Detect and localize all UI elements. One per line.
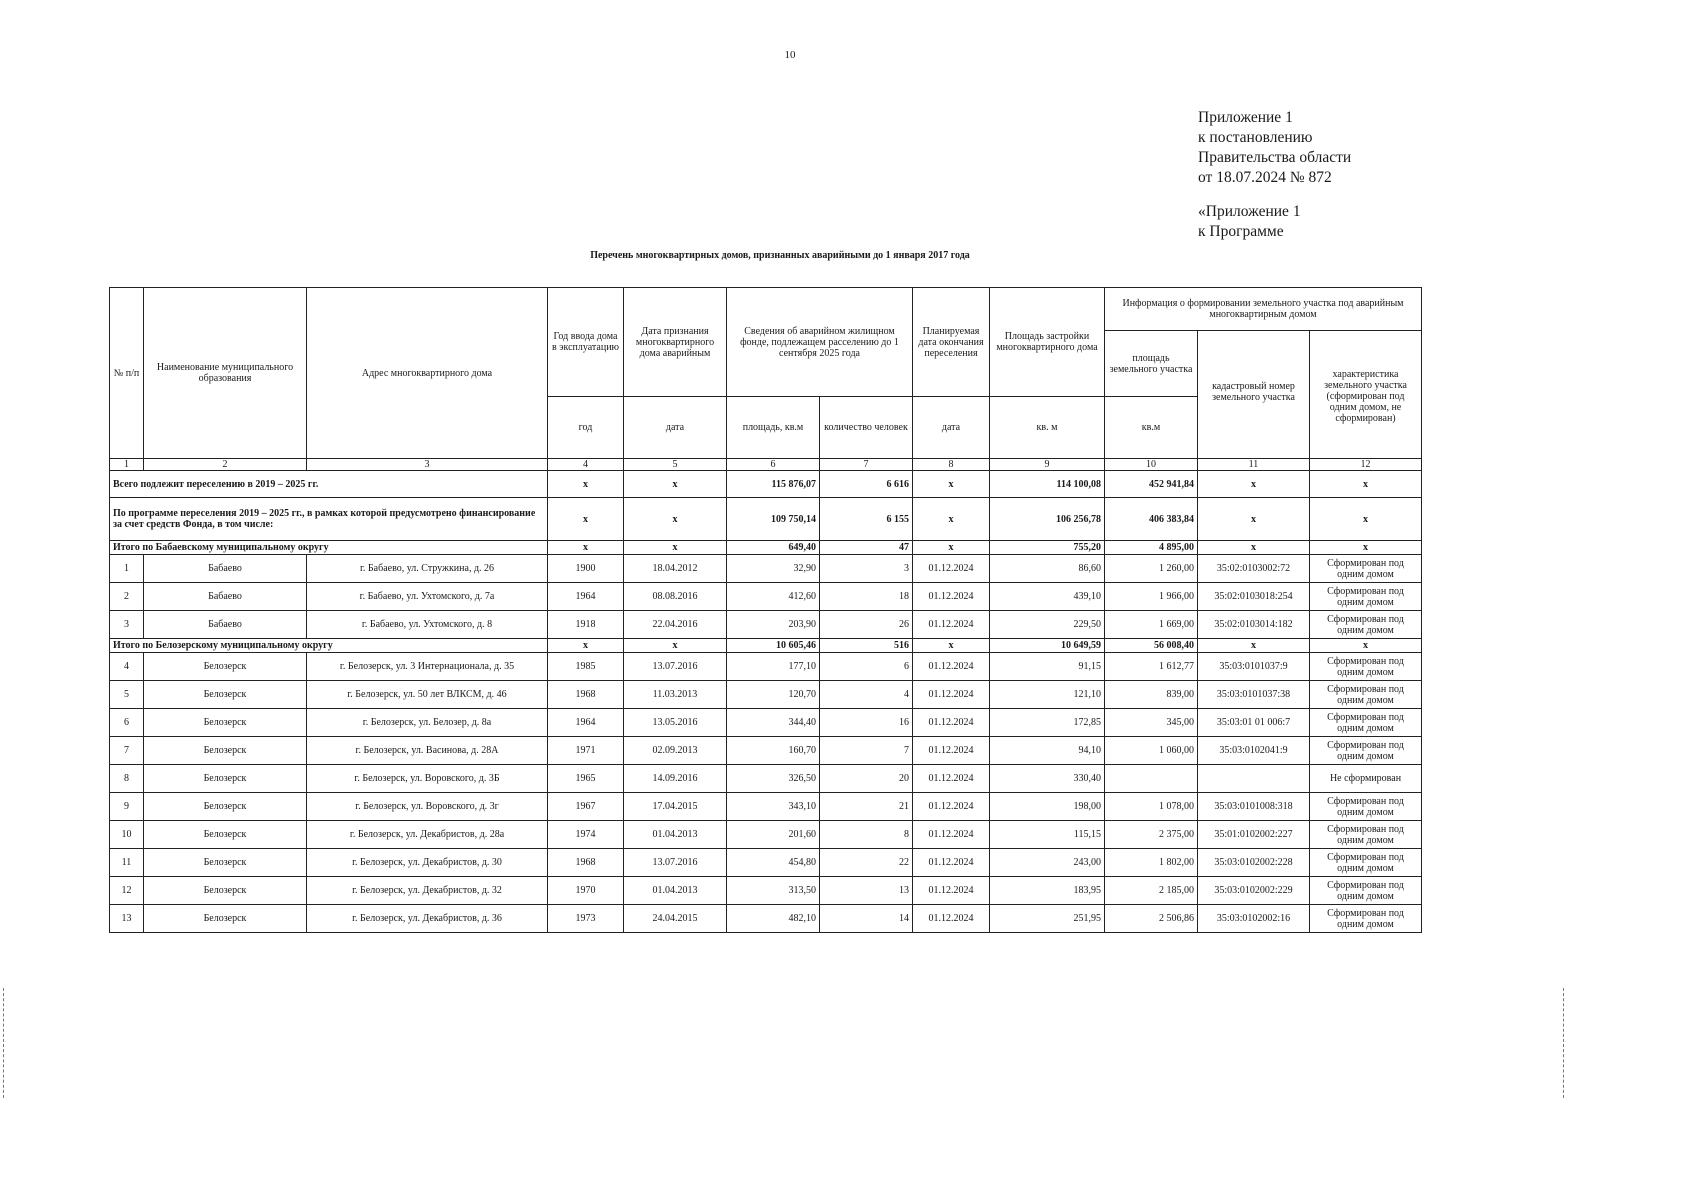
address-cell: г. Белозерск, ул. 50 лет ВЛКСМ, д. 46 (307, 681, 548, 709)
year-cell: 1964 (548, 583, 624, 611)
page-edge-mark (1563, 988, 1566, 1098)
year-cell: 1974 (548, 821, 624, 849)
col-number: 11 (1198, 459, 1310, 471)
header-address: Адрес многоквартирного дома (307, 288, 548, 459)
cadastral-cell: 35:03:0102002:16 (1198, 905, 1310, 933)
group-cell: 10 649,59 (990, 639, 1105, 653)
cadastral-cell: 35:01:0102002:227 (1198, 821, 1310, 849)
table-row (110, 849, 1422, 877)
table-row (110, 611, 1422, 639)
table-row (110, 793, 1422, 821)
characteristic-cell: Сформирован под одним домом (1310, 555, 1422, 583)
date-cell: 22.04.2016 (624, 611, 727, 639)
area-cell: 344,40 (727, 709, 820, 737)
year-cell: 1968 (548, 681, 624, 709)
date-cell: 13.07.2016 (624, 653, 727, 681)
year-cell: 1965 (548, 765, 624, 793)
address-cell: г. Белозерск, ул. 3 Интернационала, д. 35 (307, 653, 548, 681)
table-row (110, 765, 1422, 793)
row-number: 8 (110, 765, 144, 793)
page-number: 10 (784, 49, 796, 61)
address-cell: г. Белозерск, ул. Белозер, д. 8а (307, 709, 548, 737)
header-unit-sqm: кв. м (990, 397, 1105, 459)
header-building-area: Площадь застройки многоквартирного дома (990, 288, 1105, 397)
header-year-built: Год ввода дома в эксплуатацию (548, 288, 624, 397)
municipality-cell: Белозерск (144, 877, 307, 905)
program-line: «Приложение 1 (1198, 203, 1301, 220)
year-cell: 1964 (548, 709, 624, 737)
col-number: 12 (1310, 459, 1422, 471)
address-cell: г. Белозерск, ул. Декабристов, д. 30 (307, 849, 548, 877)
group-cell: х (548, 541, 624, 555)
cell: х (913, 498, 990, 541)
appendix-block (1198, 108, 1351, 242)
cell: 452 941,84 (1105, 471, 1198, 498)
row-number: 1 (110, 555, 144, 583)
municipality-cell: Белозерск (144, 765, 307, 793)
appendix-line: Правительства области (1198, 149, 1352, 166)
land-area-cell: 1 966,00 (1105, 583, 1198, 611)
date-cell: 13.05.2016 (624, 709, 727, 737)
group-cell: х (1310, 541, 1422, 555)
characteristic-cell: Не сформирован (1310, 765, 1422, 793)
building-area-cell: 439,10 (990, 583, 1105, 611)
year-cell: 1918 (548, 611, 624, 639)
end-date-cell: 01.12.2024 (913, 849, 990, 877)
row-number: 10 (110, 821, 144, 849)
date-cell: 14.09.2016 (624, 765, 727, 793)
characteristic-cell: Сформирован под одним домом (1310, 709, 1422, 737)
year-cell: 1985 (548, 653, 624, 681)
land-area-cell: 1 260,00 (1105, 555, 1198, 583)
area-cell: 201,60 (727, 821, 820, 849)
row-number: 2 (110, 583, 144, 611)
land-area-cell: 1 612,77 (1105, 653, 1198, 681)
date-cell: 01.04.2013 (624, 877, 727, 905)
address-cell: г. Бабаево, ул. Ухтомского, д. 7а (307, 583, 548, 611)
col-number: 6 (727, 459, 820, 471)
header-municipality: Наименование муниципального образования (144, 288, 307, 459)
group-cell: х (1198, 541, 1310, 555)
header-num: № п/п (110, 288, 144, 459)
cell: х (624, 498, 727, 541)
building-area-cell: 172,85 (990, 709, 1105, 737)
people-cell: 21 (820, 793, 913, 821)
header-characteristic: характеристика земельного участка (сформирован под одним домом, не сформирован) (1310, 331, 1422, 459)
area-cell: 120,70 (727, 681, 820, 709)
total-row (110, 471, 1422, 498)
land-area-cell: 1 060,00 (1105, 737, 1198, 765)
cadastral-cell: 35:02:0103002:72 (1198, 555, 1310, 583)
header-unit-date2: дата (913, 397, 990, 459)
cadastral-cell: 35:02:0103014:182 (1198, 611, 1310, 639)
municipality-cell: Белозерск (144, 653, 307, 681)
date-cell: 11.03.2013 (624, 681, 727, 709)
address-cell: г. Белозерск, ул. Воровского, д. 3г (307, 793, 548, 821)
municipality-cell: Белозерск (144, 709, 307, 737)
group-cell: х (913, 541, 990, 555)
col-number: 4 (548, 459, 624, 471)
table-row (110, 877, 1422, 905)
land-area-cell: 2 375,00 (1105, 821, 1198, 849)
building-area-cell: 115,15 (990, 821, 1105, 849)
building-area-cell: 229,50 (990, 611, 1105, 639)
group-cell: х (624, 639, 727, 653)
date-cell: 24.04.2015 (624, 905, 727, 933)
cadastral-cell (1198, 765, 1310, 793)
end-date-cell: 01.12.2024 (913, 653, 990, 681)
table-body (110, 541, 1422, 933)
area-cell: 326,50 (727, 765, 820, 793)
land-area-cell: 2 506,86 (1105, 905, 1198, 933)
row-number: 13 (110, 905, 144, 933)
area-cell: 454,80 (727, 849, 820, 877)
cadastral-cell: 35:03:0101037:9 (1198, 653, 1310, 681)
end-date-cell: 01.12.2024 (913, 905, 990, 933)
cadastral-cell: 35:03:0102041:9 (1198, 737, 1310, 765)
col-number: 10 (1105, 459, 1198, 471)
cell: 109 750,14 (727, 498, 820, 541)
cell: 6 616 (820, 471, 913, 498)
people-cell: 7 (820, 737, 913, 765)
people-cell: 16 (820, 709, 913, 737)
end-date-cell: 01.12.2024 (913, 681, 990, 709)
header-unit-date: дата (624, 397, 727, 459)
col-number: 1 (110, 459, 144, 471)
characteristic-cell: Сформирован под одним домом (1310, 737, 1422, 765)
col-number: 9 (990, 459, 1105, 471)
cadastral-cell: 35:03:0101008:318 (1198, 793, 1310, 821)
area-cell: 177,10 (727, 653, 820, 681)
building-area-cell: 330,40 (990, 765, 1105, 793)
program-line: к Программе (1198, 223, 1284, 240)
cell: х (548, 498, 624, 541)
table-row (110, 583, 1422, 611)
address-cell: г. Бабаево, ул. Стружкина, д. 26 (307, 555, 548, 583)
area-cell: 412,60 (727, 583, 820, 611)
group-cell: 755,20 (990, 541, 1105, 555)
characteristic-cell: Сформирован под одним домом (1310, 583, 1422, 611)
header-cadastral: кадастровый номер земельного участка (1198, 331, 1310, 459)
building-area-cell: 251,95 (990, 905, 1105, 933)
year-cell: 1973 (548, 905, 624, 933)
year-cell: 1970 (548, 877, 624, 905)
municipality-cell: Бабаево (144, 555, 307, 583)
fund-label: По программе переселения 2019 – 2025 гг., в рамках которой предусмотрено финансирование за счет средств Фонда, в том числе: (110, 498, 548, 541)
characteristic-cell: Сформирован под одним домом (1310, 793, 1422, 821)
address-cell: г. Белозерск, ул. Воровского, д. 3Б (307, 765, 548, 793)
row-number: 6 (110, 709, 144, 737)
date-cell: 01.04.2013 (624, 821, 727, 849)
year-cell: 1968 (548, 849, 624, 877)
table-row (110, 737, 1422, 765)
housing-table (109, 287, 1422, 933)
address-cell: г. Бабаево, ул. Ухтомского, д. 8 (307, 611, 548, 639)
municipality-cell: Белозерск (144, 849, 307, 877)
address-cell: г. Белозерск, ул. Васинова, д. 28А (307, 737, 548, 765)
fund-row (110, 498, 1422, 541)
col-number: 7 (820, 459, 913, 471)
people-cell: 8 (820, 821, 913, 849)
area-cell: 203,90 (727, 611, 820, 639)
group-cell: х (1198, 639, 1310, 653)
building-area-cell: 243,00 (990, 849, 1105, 877)
municipality-cell: Белозерск (144, 793, 307, 821)
row-number: 5 (110, 681, 144, 709)
building-area-cell: 198,00 (990, 793, 1105, 821)
appendix-line: от 18.07.2024 № 872 (1198, 169, 1332, 186)
group-total-row (110, 541, 1422, 555)
characteristic-cell: Сформирован под одним домом (1310, 611, 1422, 639)
building-area-cell: 183,95 (990, 877, 1105, 905)
date-cell: 08.08.2016 (624, 583, 727, 611)
row-number: 9 (110, 793, 144, 821)
header-unit-area: площадь, кв.м (727, 397, 820, 459)
land-area-cell: 1 078,00 (1105, 793, 1198, 821)
address-cell: г. Белозерск, ул. Декабристов, д. 32 (307, 877, 548, 905)
date-cell: 02.09.2013 (624, 737, 727, 765)
area-cell: 343,10 (727, 793, 820, 821)
address-cell: г. Белозерск, ул. Декабристов, д. 36 (307, 905, 548, 933)
header-date-recognized: Дата признания многоквартирного дома аварийным (624, 288, 727, 397)
group-cell: 516 (820, 639, 913, 653)
cadastral-cell: 35:03:01 01 006:7 (1198, 709, 1310, 737)
group-cell: 56 008,40 (1105, 639, 1198, 653)
end-date-cell: 01.12.2024 (913, 793, 990, 821)
characteristic-cell: Сформирован под одним домом (1310, 905, 1422, 933)
cell: х (1310, 498, 1422, 541)
cell: 6 155 (820, 498, 913, 541)
area-cell: 313,50 (727, 877, 820, 905)
end-date-cell: 01.12.2024 (913, 611, 990, 639)
municipality-cell: Белозерск (144, 737, 307, 765)
row-number: 4 (110, 653, 144, 681)
header-land-info: Информация о формировании земельного участка под аварийным многоквартирным домом (1105, 288, 1422, 331)
table-row (110, 653, 1422, 681)
cell: х (913, 471, 990, 498)
date-cell: 13.07.2016 (624, 849, 727, 877)
end-date-cell: 01.12.2024 (913, 877, 990, 905)
people-cell: 4 (820, 681, 913, 709)
cadastral-cell: 35:03:0102002:229 (1198, 877, 1310, 905)
date-cell: 17.04.2015 (624, 793, 727, 821)
table-row (110, 681, 1422, 709)
year-cell: 1967 (548, 793, 624, 821)
cell: 406 383,84 (1105, 498, 1198, 541)
building-area-cell: 94,10 (990, 737, 1105, 765)
total-label: Всего подлежит переселению в 2019 – 2025 гг. (110, 471, 548, 498)
area-cell: 32,90 (727, 555, 820, 583)
appendix-line: Приложение 1 (1198, 109, 1293, 126)
page-edge-mark (3, 988, 6, 1098)
characteristic-cell: Сформирован под одним домом (1310, 821, 1422, 849)
characteristic-cell: Сформирован под одним домом (1310, 653, 1422, 681)
people-cell: 20 (820, 765, 913, 793)
group-total-row (110, 639, 1422, 653)
people-cell: 13 (820, 877, 913, 905)
group-cell: 10 605,46 (727, 639, 820, 653)
end-date-cell: 01.12.2024 (913, 737, 990, 765)
header-unit-sqm2: кв.м (1105, 397, 1198, 459)
building-area-cell: 86,60 (990, 555, 1105, 583)
cell: х (1310, 471, 1422, 498)
land-area-cell: 1 669,00 (1105, 611, 1198, 639)
end-date-cell: 01.12.2024 (913, 709, 990, 737)
people-cell: 14 (820, 905, 913, 933)
area-cell: 482,10 (727, 905, 820, 933)
building-area-cell: 91,15 (990, 653, 1105, 681)
group-cell: х (548, 639, 624, 653)
area-cell: 160,70 (727, 737, 820, 765)
municipality-cell: Белозерск (144, 821, 307, 849)
col-number: 5 (624, 459, 727, 471)
people-cell: 22 (820, 849, 913, 877)
characteristic-cell: Сформирован под одним домом (1310, 849, 1422, 877)
building-area-cell: 121,10 (990, 681, 1105, 709)
cell: х (548, 471, 624, 498)
row-number: 12 (110, 877, 144, 905)
cell: 114 100,08 (990, 471, 1105, 498)
municipality-cell: Белозерск (144, 681, 307, 709)
cadastral-cell: 35:03:0101037:38 (1198, 681, 1310, 709)
row-number: 7 (110, 737, 144, 765)
group-cell: 649,40 (727, 541, 820, 555)
people-cell: 26 (820, 611, 913, 639)
land-area-cell: 1 802,00 (1105, 849, 1198, 877)
header-land-area: площадь земельного участка (1105, 331, 1198, 397)
cadastral-cell: 35:02:0103018:254 (1198, 583, 1310, 611)
address-cell: г. Белозерск, ул. Декабристов, д. 28а (307, 821, 548, 849)
end-date-cell: 01.12.2024 (913, 583, 990, 611)
characteristic-cell: Сформирован под одним домом (1310, 877, 1422, 905)
cell: х (624, 471, 727, 498)
people-cell: 3 (820, 555, 913, 583)
year-cell: 1900 (548, 555, 624, 583)
group-label: Итого по Бабаевскому муниципальному округу (110, 541, 548, 555)
land-area-cell: 2 185,00 (1105, 877, 1198, 905)
end-date-cell: 01.12.2024 (913, 765, 990, 793)
row-number: 11 (110, 849, 144, 877)
col-number: 3 (307, 459, 548, 471)
header-unit-people: количество человек (820, 397, 913, 459)
people-cell: 6 (820, 653, 913, 681)
cell: х (1198, 498, 1310, 541)
document-title: Перечень многоквартирных домов, признанных аварийными до 1 января 2017 года (590, 250, 970, 261)
group-label: Итого по Белозерскому муниципальному округу (110, 639, 548, 653)
header-housing-info: Сведения об аварийном жилищном фонде, подлежащем расселению до 1 сентября 2025 года (727, 288, 913, 397)
date-cell: 18.04.2012 (624, 555, 727, 583)
end-date-cell: 01.12.2024 (913, 821, 990, 849)
characteristic-cell: Сформирован под одним домом (1310, 681, 1422, 709)
land-area-cell (1105, 765, 1198, 793)
header-planned-end: Планируемая дата окончания переселения (913, 288, 990, 397)
people-cell: 18 (820, 583, 913, 611)
municipality-cell: Бабаево (144, 583, 307, 611)
end-date-cell: 01.12.2024 (913, 555, 990, 583)
table-row (110, 821, 1422, 849)
row-number: 3 (110, 611, 144, 639)
col-number: 2 (144, 459, 307, 471)
appendix-line: к постановлению (1198, 129, 1313, 146)
table-row (110, 709, 1422, 737)
municipality-cell: Белозерск (144, 905, 307, 933)
col-number: 8 (913, 459, 990, 471)
table-row (110, 555, 1422, 583)
land-area-cell: 839,00 (1105, 681, 1198, 709)
group-cell: 4 895,00 (1105, 541, 1198, 555)
year-cell: 1971 (548, 737, 624, 765)
group-cell: х (1310, 639, 1422, 653)
cell: х (1198, 471, 1310, 498)
cadastral-cell: 35:03:0102002:228 (1198, 849, 1310, 877)
cell: 115 876,07 (727, 471, 820, 498)
cell: 106 256,78 (990, 498, 1105, 541)
group-cell: 47 (820, 541, 913, 555)
table-row (110, 905, 1422, 933)
group-cell: х (624, 541, 727, 555)
land-area-cell: 345,00 (1105, 709, 1198, 737)
header-unit-year: год (548, 397, 624, 459)
municipality-cell: Бабаево (144, 611, 307, 639)
group-cell: х (913, 639, 990, 653)
